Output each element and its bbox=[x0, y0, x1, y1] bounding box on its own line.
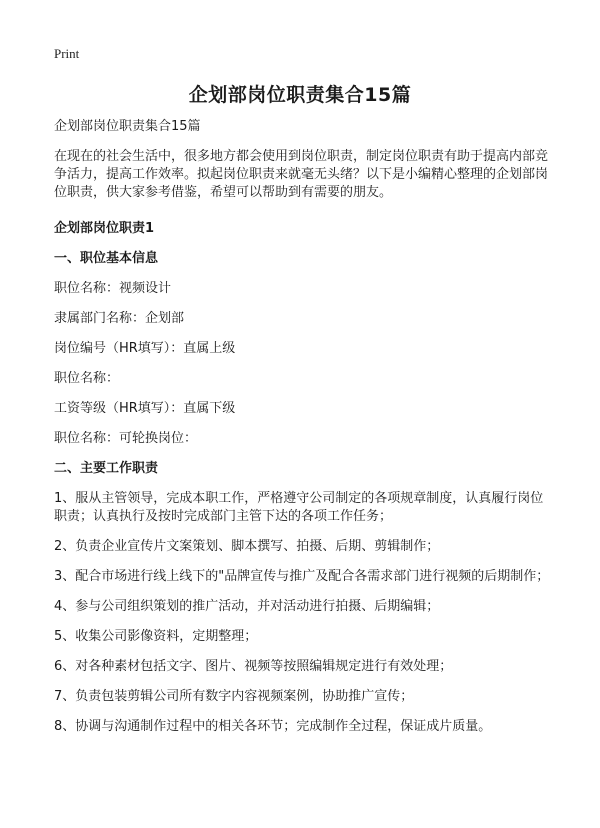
field-position-number: 岗位编号（HR填写）：直属上级 bbox=[54, 341, 236, 356]
document-title: 企划部岗位职责集合15篇 bbox=[188, 84, 412, 106]
field-position-name-2: 职位名称： bbox=[54, 371, 120, 386]
intro-paragraph: 在现在的社会生活中，很多地方都会使用到岗位职责，制定岗位职责有助于提高内部竞争活力，提高工作效率。拟起岗位职责来就毫无头绪？以下是小编精心整理的企划部岗位职责，供大家参考借鉴，希望可以帮助到有需要的朋友。 bbox=[54, 149, 549, 200]
duty-item-4: 4、参与公司组织策划的推广活动，并对活动进行拍摄、后期编辑； bbox=[54, 599, 440, 614]
duty-item-7: 7、负责包装剪辑公司所有数字内容视频案例，协助推广宣传； bbox=[54, 689, 414, 704]
document-body bbox=[54, 118, 554, 748]
field-department: 隶属部门名称：企划部 bbox=[54, 311, 185, 326]
field-rotation: 职位名称：可轮换岗位： bbox=[54, 431, 198, 446]
duty-item-1: 1、服从主管领导，完成本职工作，严格遵守公司制定的各项规章制度，认真履行岗位职责；认真执行及按时完成部门主管下达的各项工作任务； bbox=[54, 491, 544, 524]
duty-item-8: 8、协调与沟通制作过程中的相关各环节；完成制作全过程，保证成片质量。 bbox=[54, 719, 492, 734]
section-heading-1: 企划部岗位职责1 bbox=[54, 221, 155, 236]
duty-item-5: 5、收集公司影像资料，定期整理； bbox=[54, 629, 258, 644]
basic-info-heading: 一、职位基本信息 bbox=[54, 251, 159, 266]
duties-heading: 二、主要工作职责 bbox=[54, 461, 159, 476]
duty-item-2: 2、负责企业宣传片文案策划、脚本撰写、拍摄、后期、剪辑制作； bbox=[54, 539, 440, 554]
field-position-name: 职位名称：视频设计 bbox=[54, 281, 172, 296]
duty-item-6: 6、对各种素材包括文字、图片、视频等按照编辑规定进行有效处理； bbox=[54, 659, 453, 674]
print-label[interactable]: Print bbox=[54, 46, 80, 61]
duty-item-3: 3、配合市场进行线上线下的"品牌宣传与推广及配合各需求部门进行视频的后期制作； bbox=[54, 569, 550, 584]
document-subtitle: 企划部岗位职责集合15篇 bbox=[54, 119, 201, 134]
field-salary-grade: 工资等级（HR填写）：直属下级 bbox=[54, 401, 236, 416]
